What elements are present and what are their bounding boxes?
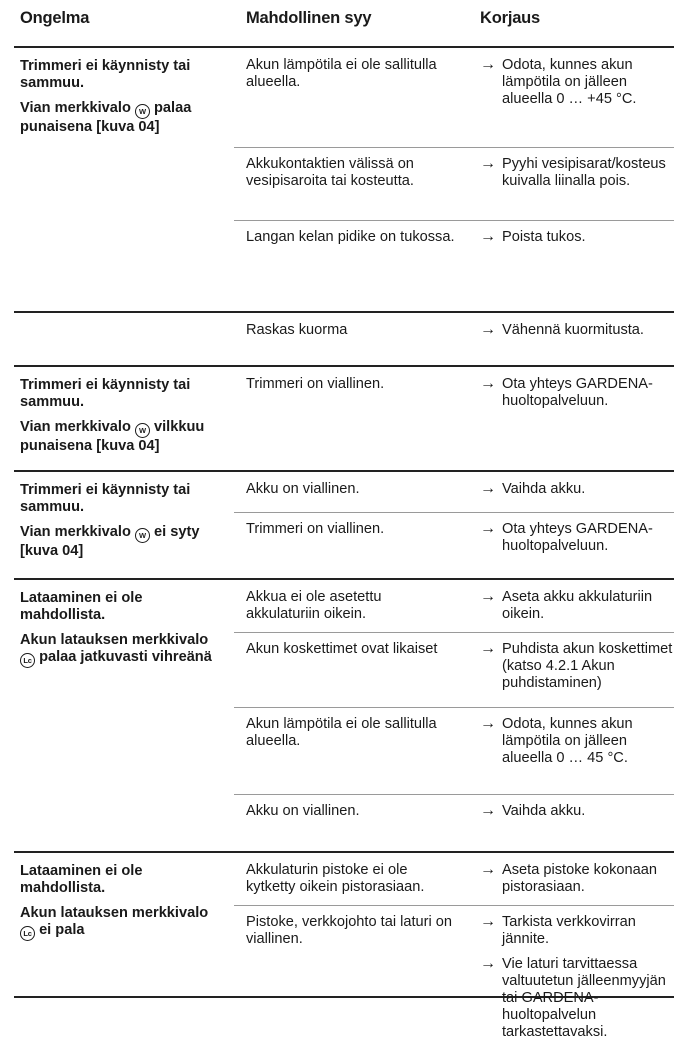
fix-item	[480, 481, 676, 498]
table-row	[234, 48, 674, 148]
indicator-description	[20, 419, 225, 455]
table-row	[234, 367, 674, 470]
arrow-right-icon: →	[480, 228, 496, 245]
fix-list	[480, 641, 676, 700]
troubleshooting-table	[14, 4, 674, 1040]
table-row	[234, 147, 674, 221]
fix-list	[480, 589, 676, 631]
fix-text: Aseta akku akkulaturiin oikein.	[502, 589, 653, 622]
table-row	[234, 512, 674, 578]
fix-text: Poista tukos.	[502, 229, 586, 245]
cause-rows	[234, 580, 674, 851]
indicator-light-icon: Lc	[20, 653, 35, 668]
fix-list	[480, 481, 676, 506]
cause-text: Trimmeri on viallinen.	[246, 376, 385, 392]
arrow-right-icon: →	[480, 480, 496, 497]
arrow-right-icon: →	[480, 802, 496, 819]
cause-text: Akku on viallinen.	[246, 481, 360, 497]
cause-text: Raskas kuorma	[246, 322, 348, 338]
problem-text	[20, 590, 225, 676]
cause-text: Akun lämpötila ei ole sallitulla alueella.	[246, 57, 437, 90]
problem-title: Lataaminen ei ole mahdollista.	[20, 590, 143, 623]
problem-group	[14, 472, 674, 580]
fix-item	[480, 589, 676, 623]
fix-text: Pyyhi vesipisarat/kosteus kuivalla liinalla pois.	[502, 156, 666, 189]
table-row	[234, 707, 674, 795]
indicator-light-icon: W	[135, 104, 150, 119]
indicator-description	[20, 524, 225, 560]
fix-item	[480, 156, 676, 190]
indicator-description	[20, 905, 225, 941]
indicator-state: palaa jatkuvasti vihreänä	[39, 649, 212, 665]
fix-text: Ota yhteys GARDENA-huoltopalveluun.	[502, 376, 653, 409]
cause-text: Akkulaturin pistoke ei ole kytketty oikein pistorasiaan.	[246, 862, 425, 895]
cause-rows	[234, 367, 674, 470]
indicator-light-icon: Lc	[20, 926, 35, 941]
arrow-right-icon: →	[480, 715, 496, 732]
fix-item	[480, 862, 676, 896]
table-body	[14, 48, 674, 1040]
problem-title: Lataaminen ei ole mahdollista.	[20, 863, 143, 896]
indicator-state: ei syty [kuva 04]	[20, 524, 200, 559]
indicator-label: Akun latauksen merkkivalo	[20, 632, 209, 648]
indicator-label: Akun latauksen merkkivalo	[20, 905, 209, 921]
problem-title: Trimmeri ei käynnisty tai sammuu.	[20, 377, 191, 410]
fix-list	[480, 716, 676, 775]
table-row	[234, 580, 674, 633]
indicator-description	[20, 100, 225, 136]
fix-item	[480, 229, 676, 246]
fix-item	[480, 914, 676, 948]
table-row	[234, 313, 674, 365]
fix-item	[480, 956, 676, 1041]
cause-text: Akun koskettimet ovat likaiset	[246, 641, 438, 657]
cause-rows	[234, 48, 674, 311]
fix-item	[480, 376, 676, 410]
problem-group	[14, 367, 674, 472]
fix-text: Puhdista akun koskettimet (katso 4.2.1 Akun puhdistaminen)	[502, 641, 673, 691]
table-row	[234, 794, 674, 851]
fix-text: Odota, kunnes akun lämpötila on jälleen alueella 0 … +45 °C.	[502, 57, 637, 107]
arrow-right-icon: →	[480, 861, 496, 878]
cause-text: Trimmeri on viallinen.	[246, 521, 385, 537]
fix-text: Vaihda akku.	[502, 481, 586, 497]
problem-text	[20, 58, 225, 144]
arrow-right-icon: →	[480, 640, 496, 657]
indicator-description	[20, 632, 225, 668]
problem-text	[20, 377, 225, 463]
fix-list	[480, 803, 676, 828]
fix-text: Vähennä kuormitusta.	[502, 322, 644, 338]
fix-item	[480, 57, 676, 108]
problem-group	[14, 580, 674, 853]
arrow-right-icon: →	[480, 56, 496, 73]
fix-text: Tarkista verkkovirran jännite.	[502, 914, 636, 947]
indicator-label: Vian merkkivalo	[20, 100, 131, 116]
problem-group	[14, 48, 674, 313]
fix-list	[480, 376, 676, 418]
fix-list	[480, 862, 676, 904]
arrow-right-icon: →	[480, 321, 496, 338]
cause-rows	[234, 313, 674, 365]
cause-text: Akun lämpötila ei ole sallitulla alueella.	[246, 716, 437, 749]
fix-text: Vie laturi tarvittaessa valtuutetun jälleenmyyjän tai GARDENA-huoltopalvelun tarkastettavaksi.	[502, 956, 666, 1040]
arrow-right-icon: →	[480, 588, 496, 605]
fix-text: Odota, kunnes akun lämpötila on jälleen alueella 0 … 45 °C.	[502, 716, 633, 766]
fix-item	[480, 322, 676, 339]
fix-list	[480, 156, 676, 198]
arrow-right-icon: →	[480, 913, 496, 930]
fix-list	[480, 57, 676, 116]
fix-list	[480, 521, 676, 563]
indicator-light-icon: W	[135, 528, 150, 543]
header-cause: Mahdollinen syy	[246, 9, 372, 27]
header-fix: Korjaus	[480, 9, 541, 27]
table-row	[234, 632, 674, 708]
fix-item	[480, 803, 676, 820]
indicator-label: Vian merkkivalo	[20, 524, 131, 540]
arrow-right-icon: →	[480, 955, 496, 972]
table-header	[14, 4, 674, 48]
fix-text: Aseta pistoke kokonaan pistorasiaan.	[502, 862, 657, 895]
cause-text: Akku on viallinen.	[246, 803, 360, 819]
indicator-state: palaa punaisena [kuva 04]	[20, 100, 192, 135]
indicator-state: vilkkuu punaisena [kuva 04]	[20, 419, 205, 454]
arrow-right-icon: →	[480, 520, 496, 537]
indicator-label: Vian merkkivalo	[20, 419, 131, 435]
fix-text: Vaihda akku.	[502, 803, 586, 819]
problem-title: Trimmeri ei käynnisty tai sammuu.	[20, 58, 191, 91]
fix-list	[480, 322, 676, 347]
fix-item	[480, 641, 676, 692]
arrow-right-icon: →	[480, 155, 496, 172]
arrow-right-icon: →	[480, 375, 496, 392]
fix-text: Ota yhteys GARDENA-huoltopalveluun.	[502, 521, 653, 554]
cause-text: Langan kelan pidike on tukossa.	[246, 229, 455, 245]
cause-rows	[234, 853, 674, 1040]
header-problem: Ongelma	[20, 9, 90, 27]
cause-text: Akkua ei ole asetettu akkulaturiin oikein.	[246, 589, 382, 622]
fix-item	[480, 716, 676, 767]
fix-list	[480, 229, 676, 254]
table-row	[234, 220, 674, 311]
fix-item	[480, 521, 676, 555]
indicator-light-icon: W	[135, 423, 150, 438]
table-row	[234, 472, 674, 513]
problem-text	[20, 863, 225, 949]
problem-group	[14, 313, 674, 367]
cause-text: Pistoke, verkkojohto tai laturi on viallinen.	[246, 914, 453, 947]
table-row	[234, 905, 674, 1040]
problem-title: Trimmeri ei käynnisty tai sammuu.	[20, 482, 191, 515]
fix-list	[480, 914, 676, 1049]
cause-text: Akkukontaktien välissä on vesipisaroita tai kosteutta.	[246, 156, 414, 189]
problem-text	[20, 482, 225, 568]
problem-group	[14, 853, 674, 1040]
cause-rows	[234, 472, 674, 578]
indicator-state: ei pala	[39, 922, 85, 938]
